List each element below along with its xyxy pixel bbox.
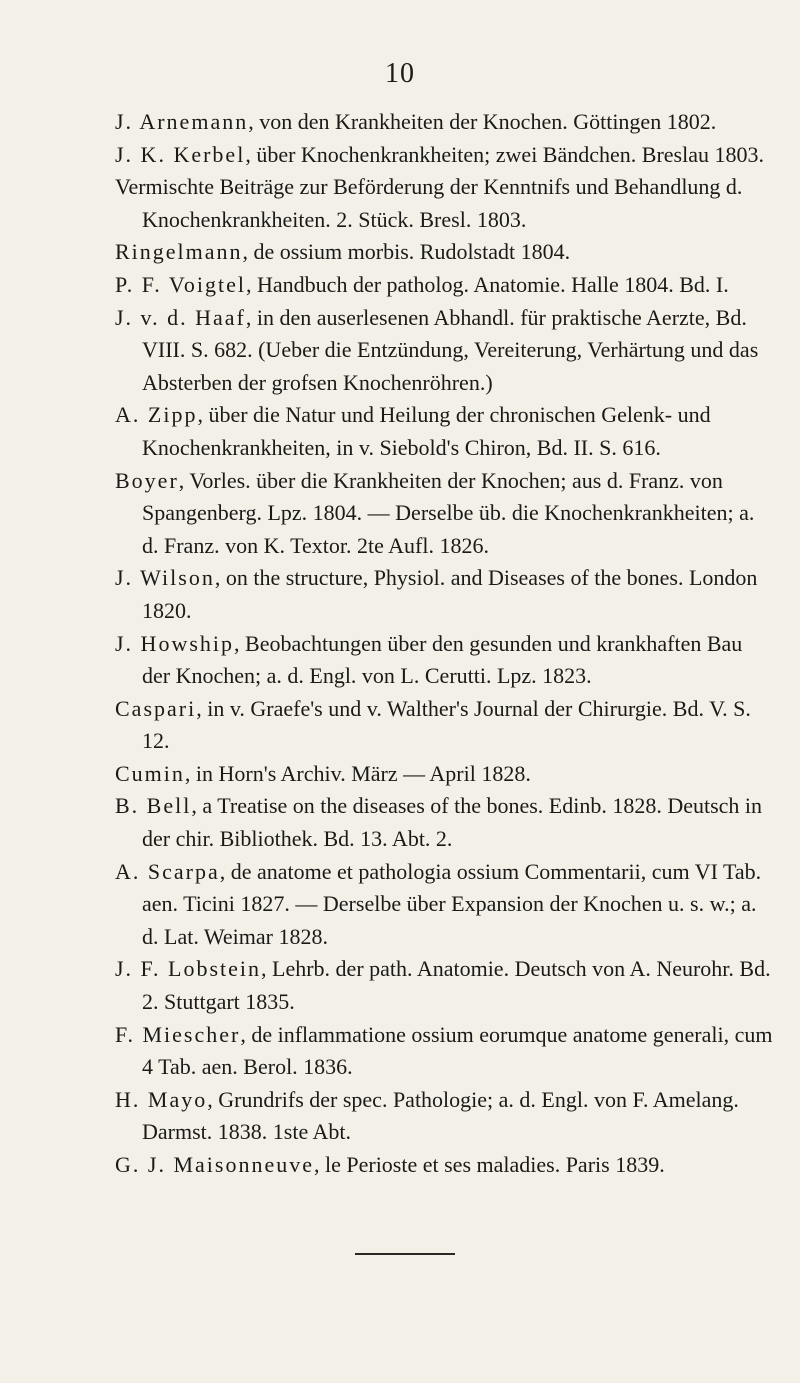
entry-text: , über die Natur und Heilung der chronischen Gelenk- und Knochenkrankheiten, in v. Siebold's Chiron, Bd. II. S. 616. — [142, 402, 711, 460]
entry-text: , von den Krankheiten der Knochen. Göttingen 1802. — [248, 109, 717, 134]
entry-text: Vermischte Beiträge zur Beförderung der Kenntnifs und Behandlung d. Knochenkrankheiten. 2. Stück. Bresl. 1803. — [115, 174, 743, 232]
bibliography-entry — [115, 1149, 775, 1182]
entry-text: , de anatome et pathologia ossium Commentarii, cum VI Tab. aen. Ticini 1827. — Derselbe über Expansion der Knochen u. s. w.; a. d. Lat. Weimar 1828. — [142, 858, 762, 949]
author-name: H. Mayo — [115, 1086, 208, 1112]
bibliography-entry — [115, 628, 775, 693]
author-name: J. Arnemann — [115, 109, 249, 134]
bibliography-entry — [115, 171, 775, 236]
author-name: Caspari — [115, 695, 197, 721]
closing-rule — [355, 1253, 455, 1255]
entry-text: , a Treatise on the diseases of the bones. Edinb. 1828. Deutsch in der chir. Bibliothek. Bd. 13. Abt. 2. — [142, 793, 763, 852]
bibliography-entry — [115, 790, 775, 855]
bibliography-entry — [115, 1019, 775, 1084]
bibliography-entry — [115, 302, 775, 400]
entry-text: , Grundrifs der spec. Pathologie; a. d. Engl. von F. Amelang. Darmst. 1838. 1ste Abt. — [142, 1086, 739, 1145]
author-name: J. Wilson — [115, 565, 215, 591]
bibliography-entry — [115, 399, 775, 464]
bibliography-entry — [115, 139, 775, 172]
author-name: J. Howship — [115, 630, 235, 656]
entry-text: , Handbuch der patholog. Anatomie. Halle 1804. Bd. I. — [246, 271, 729, 297]
entry-text: , de inflammatione ossium eorumque anatome generali, cum 4 Tab. aen. Berol. 1836. — [142, 1021, 773, 1080]
author-name: Ringelmann — [115, 239, 243, 265]
entry-text: , in Horn's Archiv. März — April 1828. — [184, 760, 531, 786]
bibliography-entry — [115, 856, 775, 954]
author-name: Boyer — [115, 467, 179, 493]
bibliography-entry — [115, 562, 775, 627]
author-name: A. Scarpa — [115, 858, 220, 884]
entry-text: , in v. Graefe's und v. Walther's Journal der Chirurgie. Bd. V. S. 12. — [142, 695, 751, 754]
entry-text: , on the structure, Physiol. and Diseases of the bones. London 1820. — [142, 565, 758, 623]
bibliography-entry — [115, 465, 775, 563]
bibliography-entry — [115, 953, 775, 1018]
author-name: F. Miescher — [115, 1021, 241, 1047]
bibliography-entry — [115, 758, 775, 791]
entry-text: , le Perioste et ses maladies. Paris 1839. — [313, 1152, 665, 1177]
bibliography-list — [115, 106, 775, 1182]
author-name: A. Zipp — [115, 402, 198, 428]
bibliography-entry — [115, 106, 775, 139]
entry-text: , über Knochenkrankheiten; zwei Bändchen. Breslau 1803. — [245, 141, 764, 167]
entry-text: , Beobachtungen über den gesunden und krankhaften Bau der Knochen; a. d. Engl. von L. Cerutti. Lpz. 1823. — [142, 630, 743, 689]
author-name: B. Bell — [115, 793, 192, 819]
bibliography-entry — [115, 236, 775, 269]
page-number: 10 — [385, 58, 415, 89]
author-name: J. F. Lobstein — [115, 956, 262, 982]
bibliography-entry — [115, 269, 775, 302]
bibliography-entry — [115, 1084, 775, 1149]
entry-text: , Lehrb. der path. Anatomie. Deutsch von A. Neurohr. Bd. 2. Stuttgart 1835. — [142, 956, 771, 1015]
author-name: G. J. Maisonneuve — [115, 1152, 314, 1177]
entry-text: , de ossium morbis. Rudolstadt 1804. — [242, 239, 571, 265]
author-name: P. F. Voigtel — [115, 271, 247, 297]
entry-text: , in den auserlesenen Abhandl. für praktische Aerzte, Bd. VIII. S. 682. (Ueber die Entzündung, Vereiterung, Verhärtung und das Absterben der grofsen Knochenröhren.) — [142, 304, 759, 395]
author-name: J. v. d. Haaf — [115, 304, 246, 330]
author-name: J. K. Kerbel — [115, 141, 246, 167]
bibliography-entry — [115, 693, 775, 758]
entry-text: , Vorles. über die Krankheiten der Knochen; aus d. Franz. von Spangenberg. Lpz. 1804. — Derselbe üb. die Knochenkrankheiten; a. d. Franz. von K. Textor. 2te Aufl. 1826. — [142, 467, 755, 558]
author-name: Cumin — [115, 760, 185, 786]
